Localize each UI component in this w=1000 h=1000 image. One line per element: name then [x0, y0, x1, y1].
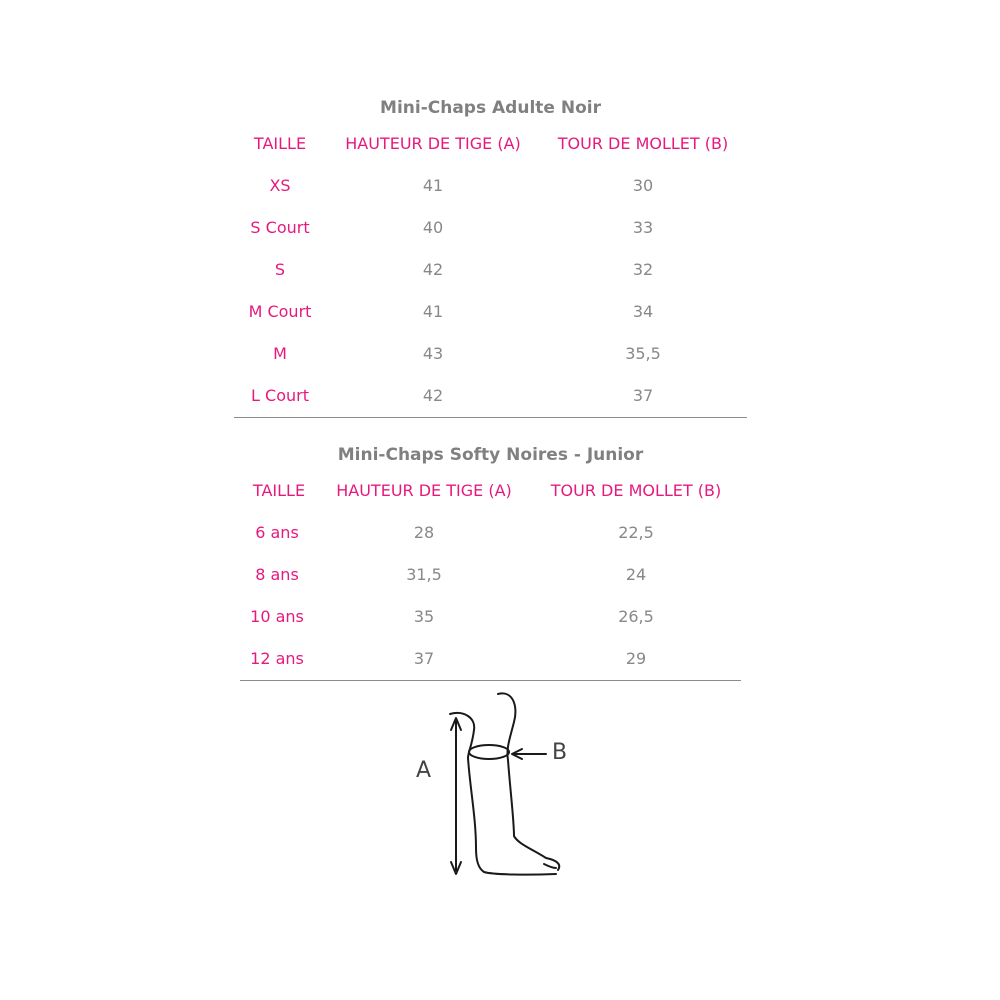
- size-label: XS: [269, 176, 291, 195]
- calf-value: 32: [632, 260, 654, 279]
- calf-value: 37: [632, 386, 654, 405]
- height-value: 43: [422, 344, 444, 363]
- height-value: 41: [422, 176, 444, 195]
- size-label: 10 ans: [250, 607, 304, 626]
- column-header-mollet: TOUR DE MOLLET (B): [557, 134, 729, 153]
- table-title: Mini-Chaps Softy Noires - Junior: [337, 445, 644, 465]
- height-value: 41: [422, 302, 444, 321]
- size-label: 12 ans: [250, 649, 304, 668]
- column-header-taille: TAILLE: [253, 134, 307, 153]
- label-b: B: [552, 740, 568, 765]
- calf-value: 35,5: [625, 344, 661, 363]
- height-value: 42: [422, 386, 444, 405]
- height-value: 31,5: [406, 565, 442, 584]
- size-table-junior: [240, 445, 741, 681]
- calf-value: 33: [632, 218, 654, 237]
- column-header-hauteur: HAUTEUR DE TIGE (A): [345, 134, 521, 153]
- calf-value: 34: [632, 302, 654, 321]
- height-value: 40: [422, 218, 444, 237]
- calf-value: 22,5: [618, 523, 654, 542]
- column-header-hauteur: HAUTEUR DE TIGE (A): [336, 481, 512, 500]
- height-value: 35: [413, 607, 435, 626]
- calf-value: 30: [632, 176, 654, 195]
- height-value: 42: [422, 260, 444, 279]
- size-label: 6 ans: [255, 523, 299, 542]
- leg-measurement-diagram: [410, 688, 580, 880]
- size-label: M Court: [248, 302, 312, 321]
- size-label: S: [274, 260, 286, 279]
- size-label: S Court: [250, 218, 310, 237]
- leg-outline-icon: [410, 688, 580, 880]
- height-value: 28: [413, 523, 435, 542]
- table-title: Mini-Chaps Adulte Noir: [380, 98, 601, 118]
- table-bottom-rule: [240, 680, 741, 681]
- size-table-adult: [234, 98, 747, 418]
- size-label: M: [273, 344, 287, 363]
- size-label: 8 ans: [255, 565, 299, 584]
- calf-value: 24: [625, 565, 647, 584]
- calf-value: 29: [625, 649, 647, 668]
- size-label: L Court: [251, 386, 309, 405]
- column-header-mollet: TOUR DE MOLLET (B): [550, 481, 722, 500]
- table-bottom-rule: [234, 417, 747, 418]
- column-header-taille: TAILLE: [252, 481, 306, 500]
- height-value: 37: [413, 649, 435, 668]
- calf-value: 26,5: [618, 607, 654, 626]
- label-a: A: [416, 758, 432, 783]
